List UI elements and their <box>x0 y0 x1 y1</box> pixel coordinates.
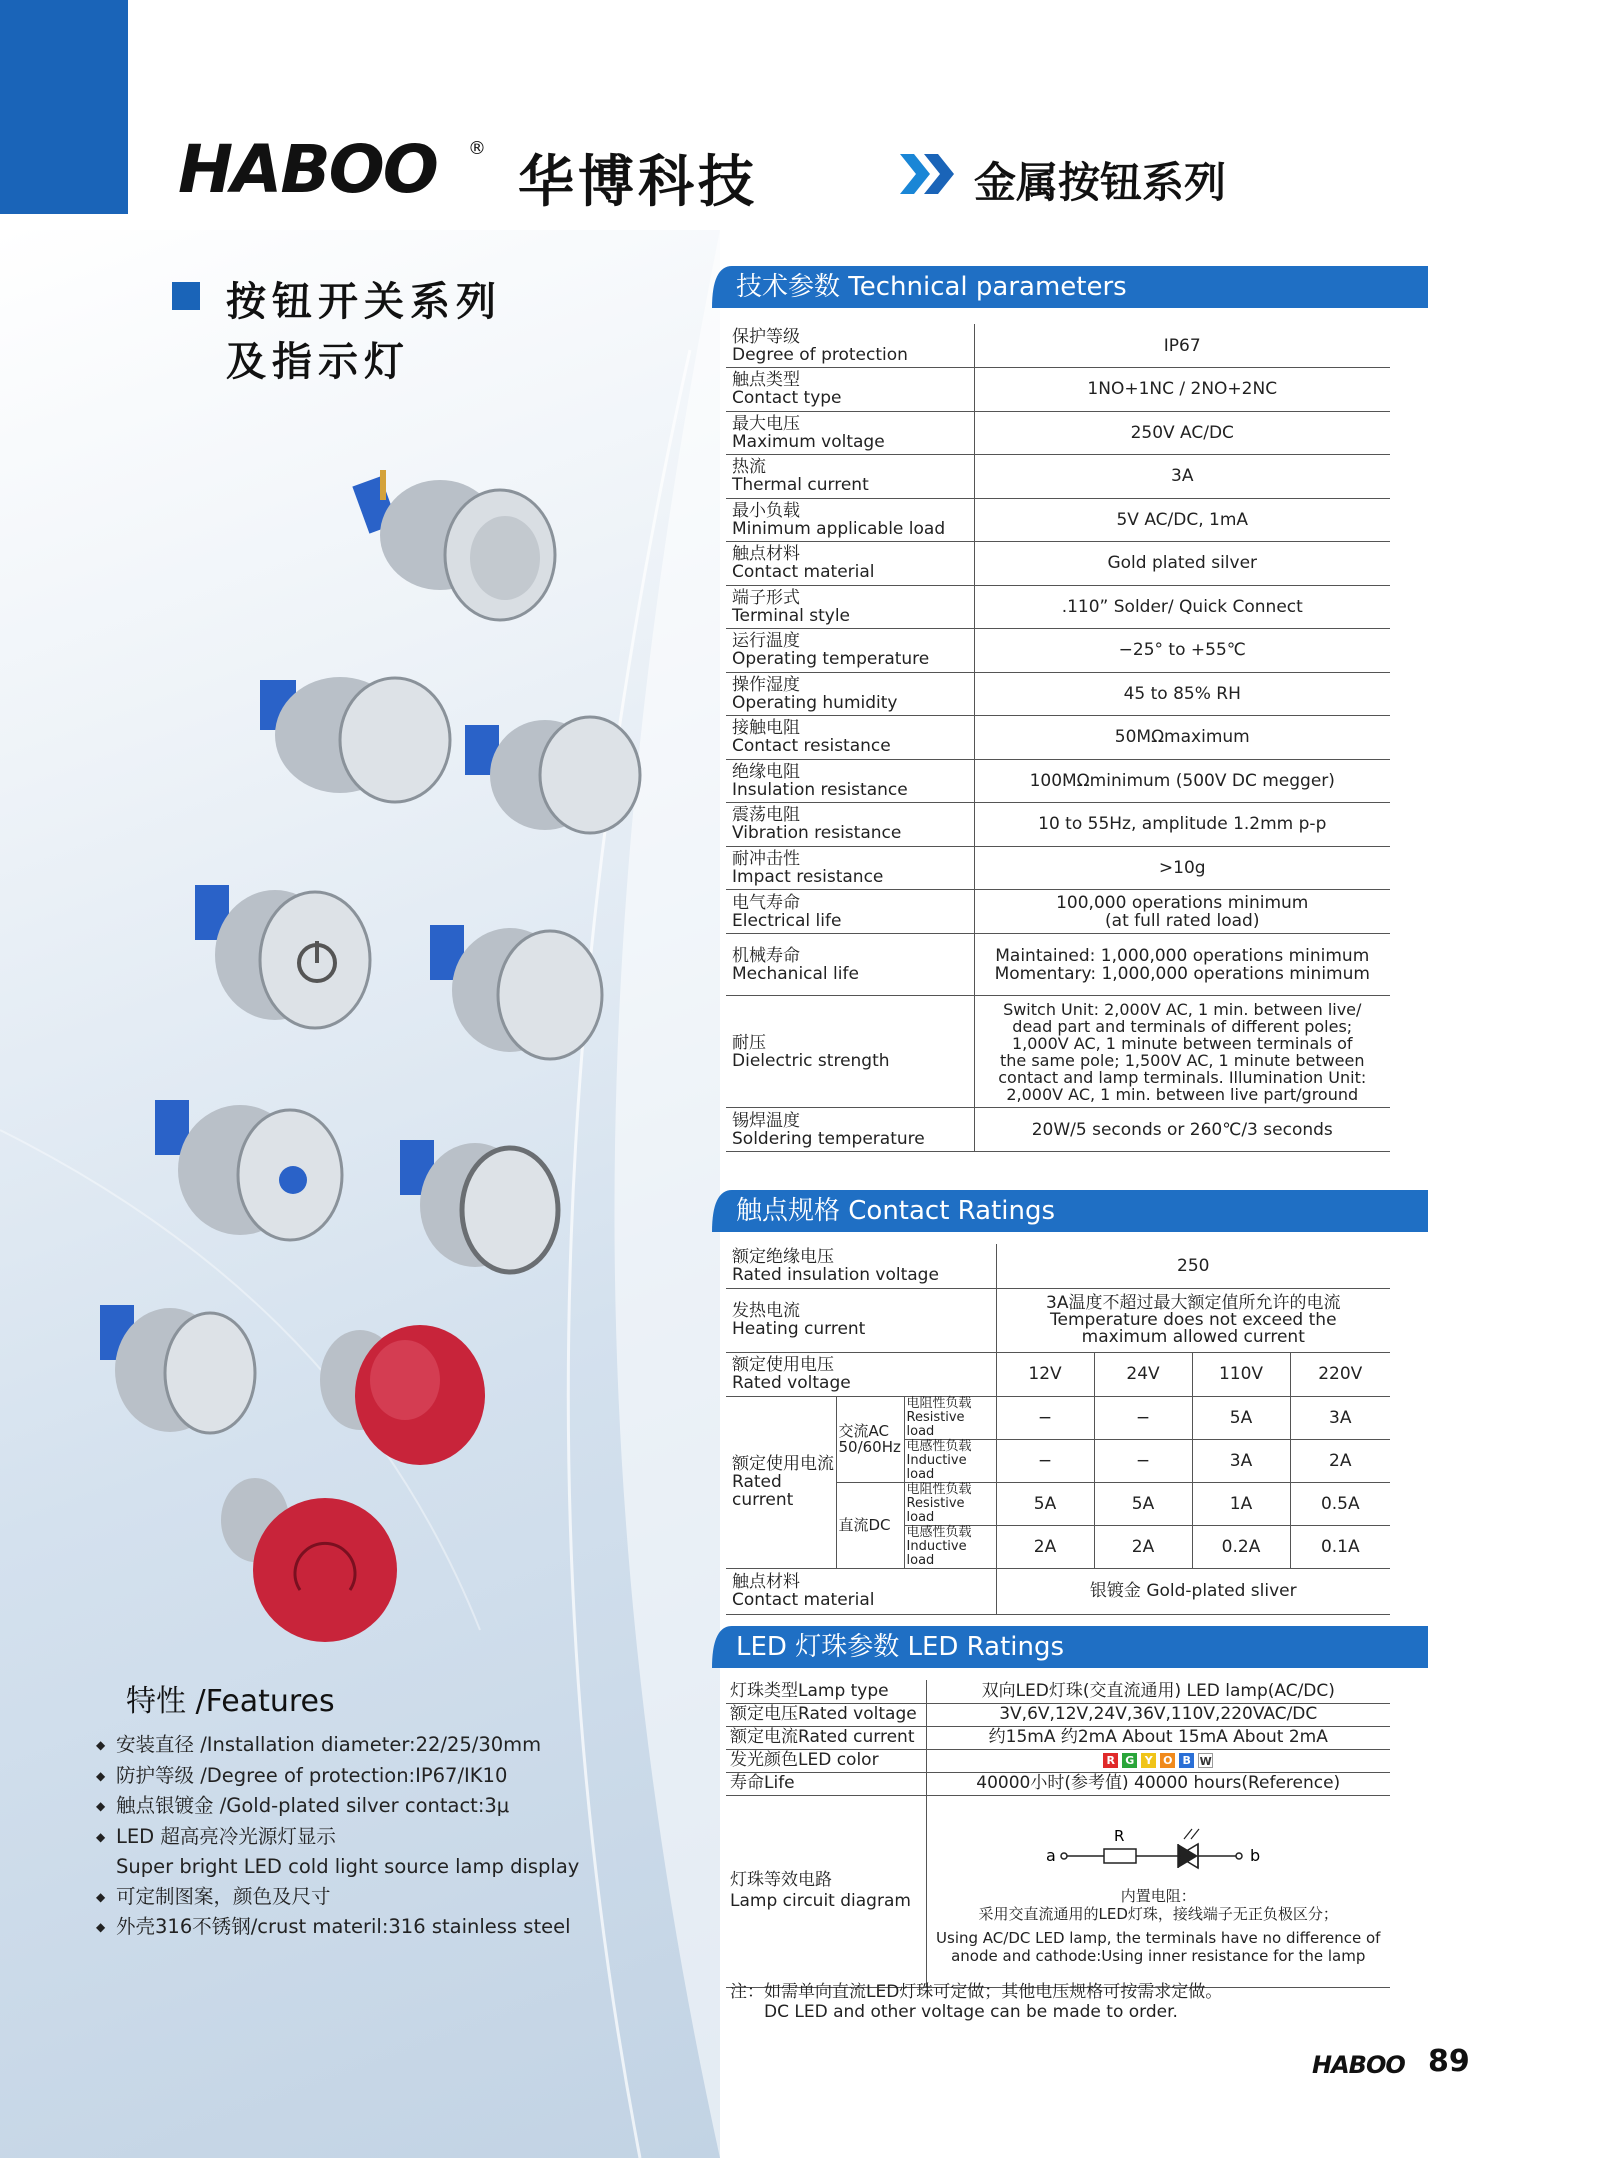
param-label: 触点类型 Contact type <box>726 368 974 412</box>
product-image-emergency-stop-button-1 <box>300 1300 490 1480</box>
section-title-line1: 按钮开关系列 <box>226 278 502 325</box>
param-value: 50MΩmaximum <box>974 716 1390 760</box>
param-label: 最小负载 Minimum applicable load <box>726 498 974 542</box>
table-row: 额定绝缘电压 Rated insulation voltage 250 <box>726 1244 1390 1288</box>
table-row: 灯珠等效电路 Lamp circuit diagram a R b 内置电阻： 采用交直流通用的LED灯珠，接线端子无正负极区分； Using AC/DC LED lamp, the terminals have no difference of anode and cathode:Using inner resistance for the lamp <box>726 1795 1390 1987</box>
product-image-dome-head-button <box>450 705 650 845</box>
feature-item: ◆ 安装直径 /Installation diameter:22/25/30mm <box>96 1730 656 1761</box>
product-image-flat-head-button <box>240 660 460 810</box>
svg-text:HABOO: HABOO <box>1312 2051 1405 2078</box>
param-value: .110” Solder/ Quick Connect <box>974 585 1390 629</box>
led-ratings-header-bar <box>712 1626 1428 1668</box>
table-row: 发光颜色LED color R G Y O B W <box>726 1749 1390 1772</box>
param-value: 10 to 55Hz, amplitude 1.2mm p-p <box>974 803 1390 847</box>
param-value: IP67 <box>974 324 1390 368</box>
section-square-marker <box>172 282 200 310</box>
param-value: Gold plated silver <box>974 542 1390 586</box>
product-image-dot-led-button <box>145 1080 345 1250</box>
circuit-note: 内置电阻： 采用交直流通用的LED灯珠，接线端子无正负极区分； Using AC/DC LED lamp, the terminals have no difference of anode and cathode:Using inner resistance for the lamp <box>936 1887 1381 1965</box>
param-label: 接触电阻 Contact resistance <box>726 716 974 760</box>
table-row <box>726 846 1390 890</box>
circuit-label-a: a <box>1046 1846 1057 1865</box>
section-title <box>226 272 502 392</box>
features-list <box>96 1730 656 1943</box>
section-title-line2: 及指示灯 <box>226 338 410 385</box>
table-row <box>726 585 1390 629</box>
param-label: 保护等级 Degree of protection <box>726 324 974 368</box>
company-name: 华博科技 <box>518 150 758 215</box>
led-ratings-table <box>726 1680 1390 1988</box>
feature-item: ◆ 外壳316不锈钢/crust materil:316 stainless steel <box>96 1912 656 1943</box>
param-label: 端子形式 Terminal style <box>726 585 974 629</box>
param-label: 操作湿度 Operating humidity <box>726 672 974 716</box>
table-row: 直流DC 电阻性负载 Resistive load 5A 5A 1A 0.5A <box>726 1482 1390 1525</box>
product-image-emergency-stop-button-2 <box>205 1460 405 1650</box>
param-label: 震荡电阻 Vibration resistance <box>726 803 974 847</box>
feature-item: ◆ 可定制图案，颜色及尺寸 <box>96 1882 656 1913</box>
feature-item: ◆ 触点银镀金 /Gold-plated silver contact:3μ <box>96 1791 656 1822</box>
param-label: 运行温度 Operating temperature <box>726 629 974 673</box>
table-row: 寿命Life 40000小时(参考值) 40000 hours(Reference) <box>726 1772 1390 1795</box>
led-color-chip: G <box>1122 1753 1137 1768</box>
led-color-chip: R <box>1103 1753 1118 1768</box>
table-row <box>726 542 1390 586</box>
tech-params-title: 技术参数 Technical parameters <box>736 272 1127 302</box>
led-color-chip: O <box>1160 1753 1175 1768</box>
led-circuit-diagram <box>1038 1817 1278 1887</box>
product-image-ring-led-button <box>390 1120 570 1280</box>
series-title: 金属按钮系列 <box>974 158 1227 207</box>
circuit-label-b: b <box>1250 1846 1261 1865</box>
table-row <box>726 716 1390 760</box>
haboo-logo <box>178 130 488 210</box>
table-row <box>726 759 1390 803</box>
diamond-bullet-icon: ◆ <box>96 1768 106 1783</box>
chevron-double-right-icon <box>898 150 958 198</box>
param-label: 最大电压 Maximum voltage <box>726 411 974 455</box>
table-row: 锡焊温度 Soldering temperature 20W/5 seconds or 260℃/3 seconds <box>726 1108 1390 1152</box>
param-label: 耐冲击性 Impact resistance <box>726 846 974 890</box>
param-value: >10g <box>974 846 1390 890</box>
table-row: 耐压 Dielectric strength Switch Unit: 2,000V AC, 1 min. between live/ dead part and terminals of different poles; 1,000V AC, 1 minute between terminals of the same pole; 1,500V AC, 1 minute between contact and lamp terminals. Illumination Unit: 2,000V AC, 1 min. between live part/ground <box>726 996 1390 1108</box>
param-value: 45 to 85% RH <box>974 672 1390 716</box>
param-label: 触点材料 Contact material <box>726 542 974 586</box>
resistor-icon <box>1104 1849 1136 1863</box>
table-row: 电气寿命 Electrical life 100,000 operations minimum (at full rated load) <box>726 890 1390 934</box>
feature-item: ◆ LED 超高亮冷光源灯显示 <box>96 1822 656 1853</box>
haboo-footer-logo <box>1312 2048 1412 2078</box>
table-row <box>726 498 1390 542</box>
table-row: 额定电流Rated current 约15mA 约2mA About 15mA About 2mA <box>726 1726 1390 1749</box>
led-diode-icon <box>1178 1844 1198 1868</box>
product-image-flat-button-2 <box>90 1285 260 1445</box>
led-color-chip: Y <box>1141 1753 1156 1768</box>
param-value: −25° to +55℃ <box>974 629 1390 673</box>
table-row: 额定使用电流 Rated current 交流AC 50/60Hz 电阻性负载 Resistive load − − 5A 3A <box>726 1396 1390 1439</box>
param-value: 1NO+1NC / 2NO+2NC <box>974 368 1390 412</box>
feature-item: ◆ 防护等级 /Degree of protection:IP67/IK10 <box>96 1761 656 1792</box>
svg-text:®: ® <box>468 138 486 159</box>
product-image-power-symbol-button <box>185 865 375 1035</box>
page-number: 89 <box>1428 2044 1470 2079</box>
table-row: 机械寿命 Mechanical life Maintained: 1,000,000 operations minimum Momentary: 1,000,000 operations minimum <box>726 934 1390 996</box>
param-value: 3A <box>974 455 1390 499</box>
table-row: 发热电流 Heating current 3A温度不超过最大额定值所允许的电流 Temperature does not exceed the maximum allowed current <box>726 1288 1390 1352</box>
tech-params-header-bar <box>712 266 1428 308</box>
diamond-bullet-icon: ◆ <box>96 1799 106 1813</box>
table-row <box>726 672 1390 716</box>
led-color-chip: W <box>1199 1754 1212 1768</box>
led-ratings-title: LED 灯珠参数 LED Ratings <box>736 1632 1065 1662</box>
product-image-dome-button-2 <box>420 905 610 1065</box>
product-image-high-head-button <box>350 460 580 630</box>
table-row: 电感性负载 Inductive load − − 3A 2A <box>726 1439 1390 1482</box>
footnote: 注：如需单向直流LED灯珠可定做；其他电压规格可按需求定做。 DC LED and other voltage can be made to order. <box>730 1982 1223 2022</box>
table-row <box>726 411 1390 455</box>
corner-accent-block <box>0 0 128 214</box>
table-row: 额定使用电压 Rated voltage 12V 24V 110V 220V <box>726 1352 1390 1396</box>
param-label: 热流 Thermal current <box>726 455 974 499</box>
tech-params-table <box>726 324 1390 1152</box>
param-label: 绝缘电阻 Insulation resistance <box>726 759 974 803</box>
led-color-swatches <box>926 1749 1390 1772</box>
param-value: 100MΩminimum (500V DC megger) <box>974 759 1390 803</box>
diamond-bullet-icon: ◆ <box>96 1889 106 1904</box>
contact-ratings-title: 触点规格 Contact Ratings <box>736 1196 1056 1226</box>
diamond-bullet-icon: ◆ <box>96 1829 106 1844</box>
param-value: 250V AC/DC <box>974 411 1390 455</box>
table-row: 触点材料 Contact material 银镀金 Gold-plated sliver <box>726 1568 1390 1614</box>
table-row <box>726 455 1390 499</box>
param-value: 5V AC/DC, 1mA <box>974 498 1390 542</box>
diamond-bullet-icon: ◆ <box>96 1920 106 1934</box>
table-row: 灯珠类型Lamp type 双向LED灯珠(交直流通用) LED lamp(AC/DC) <box>726 1680 1390 1703</box>
contact-ratings-table <box>726 1244 1390 1615</box>
features-title: 特性 /Features <box>126 1684 335 1719</box>
table-row <box>726 368 1390 412</box>
table-row <box>726 803 1390 847</box>
led-color-chip: B <box>1179 1753 1194 1768</box>
feature-item-continuation: Super bright LED cold light source lamp display <box>116 1855 580 1878</box>
circuit-label-r: R <box>1114 1827 1125 1845</box>
table-row <box>726 324 1390 368</box>
table-row: 额定电压Rated voltage 3V,6V,12V,24V,36V,110V,220VAC/DC <box>726 1703 1390 1726</box>
table-row: 电感性负载 Inductive load 2A 2A 0.2A 0.1A <box>726 1525 1390 1568</box>
contact-ratings-header-bar <box>712 1190 1428 1232</box>
svg-text:HABOO: HABOO <box>178 131 437 208</box>
diamond-bullet-icon: ◆ <box>96 1738 106 1752</box>
table-row <box>726 629 1390 673</box>
